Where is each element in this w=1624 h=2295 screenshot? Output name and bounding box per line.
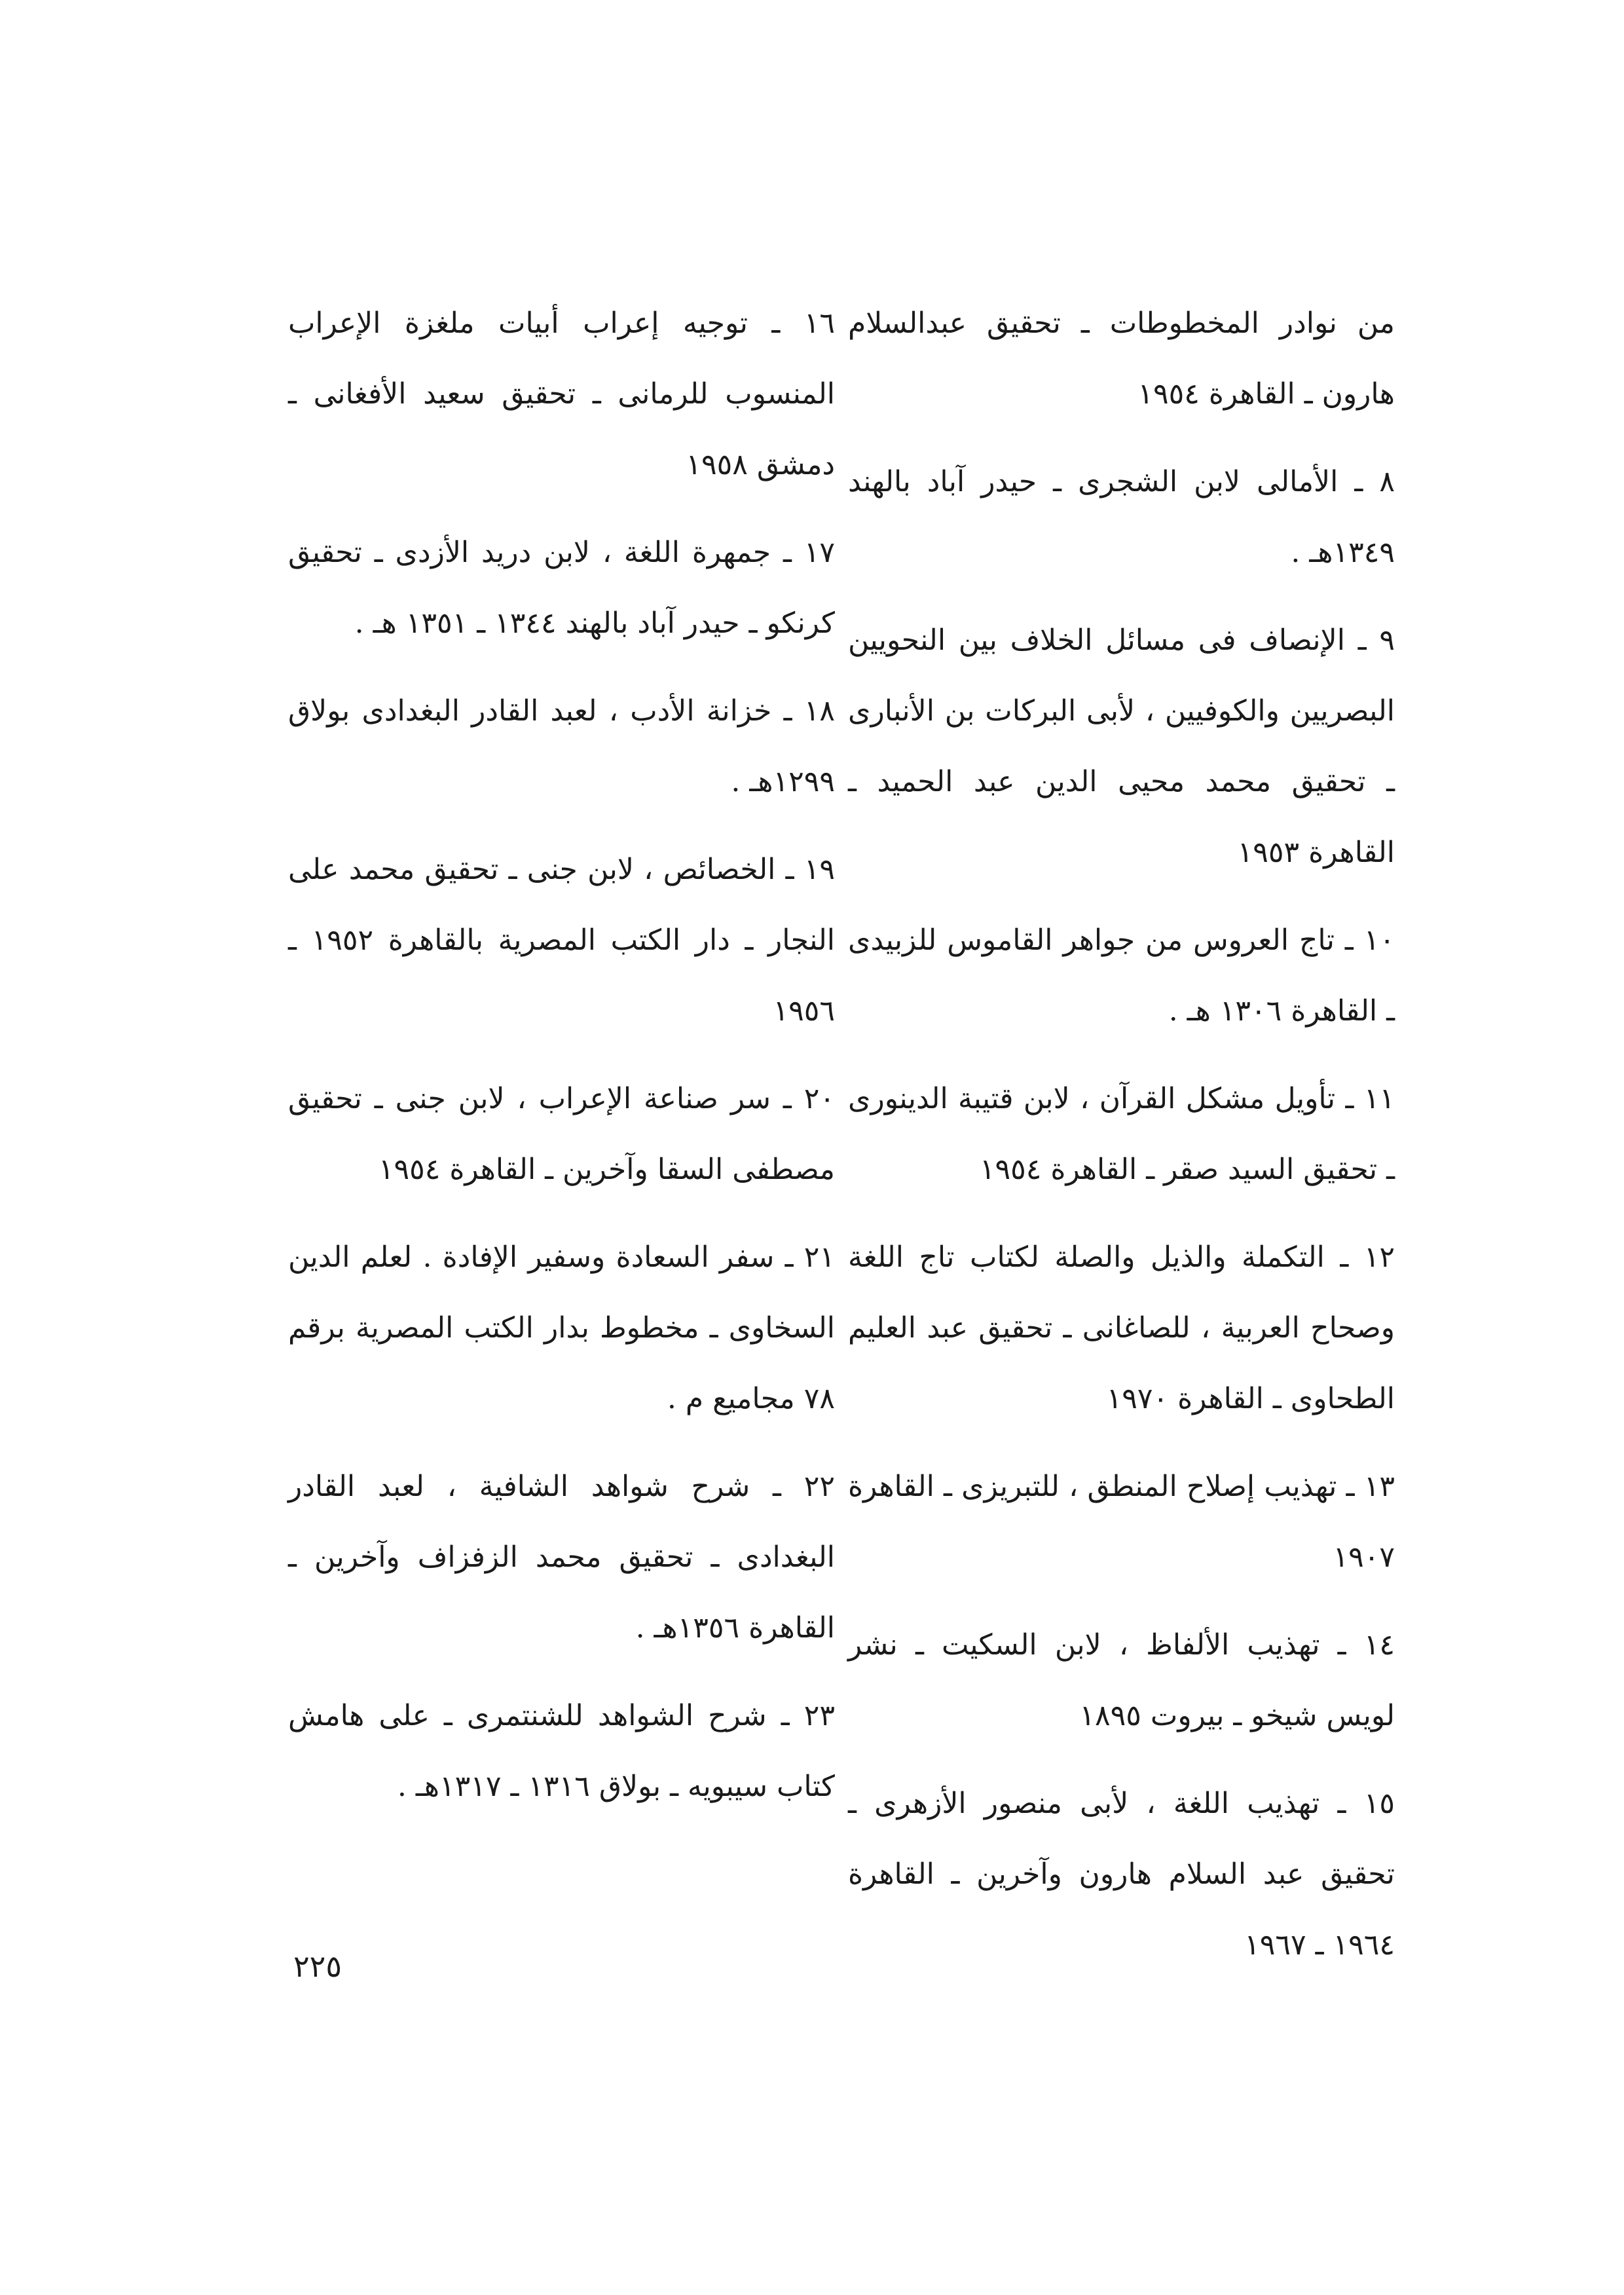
bibliography-entry-11: ١١ ـ تأويل مشكل القرآن ، لابن قتيبة الدينورى ـ تحقيق السيد صقر ـ القاهرة ١٩٥٤ <box>848 1082 1395 1186</box>
bibliography-entry-21: ٢١ ـ سفر السعادة وسفير الإفادة . لعلم الدين السخاوى ـ مخطوط بدار الكتب المصرية برقم ٧٨ مجاميع م . <box>288 1241 835 1415</box>
bibliography-entry-8: ٨ ـ الأمالى لابن الشجرى ـ حيدر آباد بالهند ١٣٤٩هـ . <box>848 465 1395 569</box>
bibliography-entry-14: ١٤ ـ تهذيب الألفاظ ، لابن السكيت ـ نشر لويس شيخو ـ بيروت ١٨٩٥ <box>848 1628 1395 1732</box>
bibliography-entry-23: ٢٣ ـ شرح الشواهد للشنتمرى ـ على هامش كتاب سيبويه ـ بولاق ١٣١٦ ـ ١٣١٧هـ . <box>288 1699 835 1803</box>
page-number: ٢٢٥ <box>293 1949 342 1984</box>
bibliography-entry-15: ١٥ ـ تهذيب اللغة ، لأبى منصور الأزهرى ـ تحقيق عبد السلام هارون وآخرين ـ القاهرة ١٩٦٤ ـ ١٩٦٧ <box>848 1787 1395 1962</box>
bibliography-entry-12: ١٢ ـ التكملة والذيل والصلة لكتاب تاج اللغة وصحاح العربية ، للصاغانى ـ تحقيق عبد العليم الطحاوى ـ القاهرة ١٩٧٠ <box>848 1241 1395 1415</box>
bibliography-entry-9: ٩ ـ الإنصاف فى مسائل الخلاف بين النحويين البصريين والكوفيين ، لأبى البركات بن الأنبارى ـ تحقيق محمد محيى الدين عبد الحميد ـ القاهرة ١٩٥٣ <box>848 624 1395 869</box>
bibliography-entry-16: ١٦ ـ توجيه إعراب أبيات ملغزة الإعراب المنسوب للرمانى ـ تحقيق سعيد الأفغانى ـ دمشق ١٩٥٨ <box>288 307 835 481</box>
left-column <box>288 288 835 1839</box>
bibliography-entry-continued: من نوادر المخطوطات ـ تحقيق عبدالسلام هارون ـ القاهرة ١٩٥٤ <box>848 307 1395 411</box>
bibliography-entry-22: ٢٢ ـ شرح شواهد الشافية ، لعبد القادر البغدادى ـ تحقيق محمد الزفزاف وآخرين ـ القاهرة ١٣٥٦هـ . <box>288 1470 835 1645</box>
bibliography-entry-18: ١٨ ـ خزانة الأدب ، لعبد القادر البغدادى بولاق ١٢٩٩هـ . <box>288 694 835 798</box>
right-column <box>848 288 1395 1998</box>
bibliography-entry-19: ١٩ ـ الخصائص ، لابن جنى ـ تحقيق محمد على النجار ـ دار الكتب المصرية بالقاهرة ١٩٥٢ ـ ١٩٥٦ <box>288 853 835 1028</box>
bibliography-entry-17: ١٧ ـ جمهرة اللغة ، لابن دريد الأزدى ـ تحقيق كرنكو ـ حيدر آباد بالهند ١٣٤٤ ـ ١٣٥١ هـ . <box>288 536 835 640</box>
bibliography-entry-20: ٢٠ ـ سر صناعة الإعراب ، لابن جنى ـ تحقيق مصطفى السقا وآخرين ـ القاهرة ١٩٥٤ <box>288 1082 835 1186</box>
bibliography-entry-10: ١٠ ـ تاج العروس من جواهر القاموس للزبيدى ـ القاهرة ١٣٠٦ هـ . <box>848 924 1395 1028</box>
bibliography-entry-13: ١٣ ـ تهذيب إصلاح المنطق ، للتبريزى ـ القاهرة ١٩٠٧ <box>848 1470 1395 1574</box>
